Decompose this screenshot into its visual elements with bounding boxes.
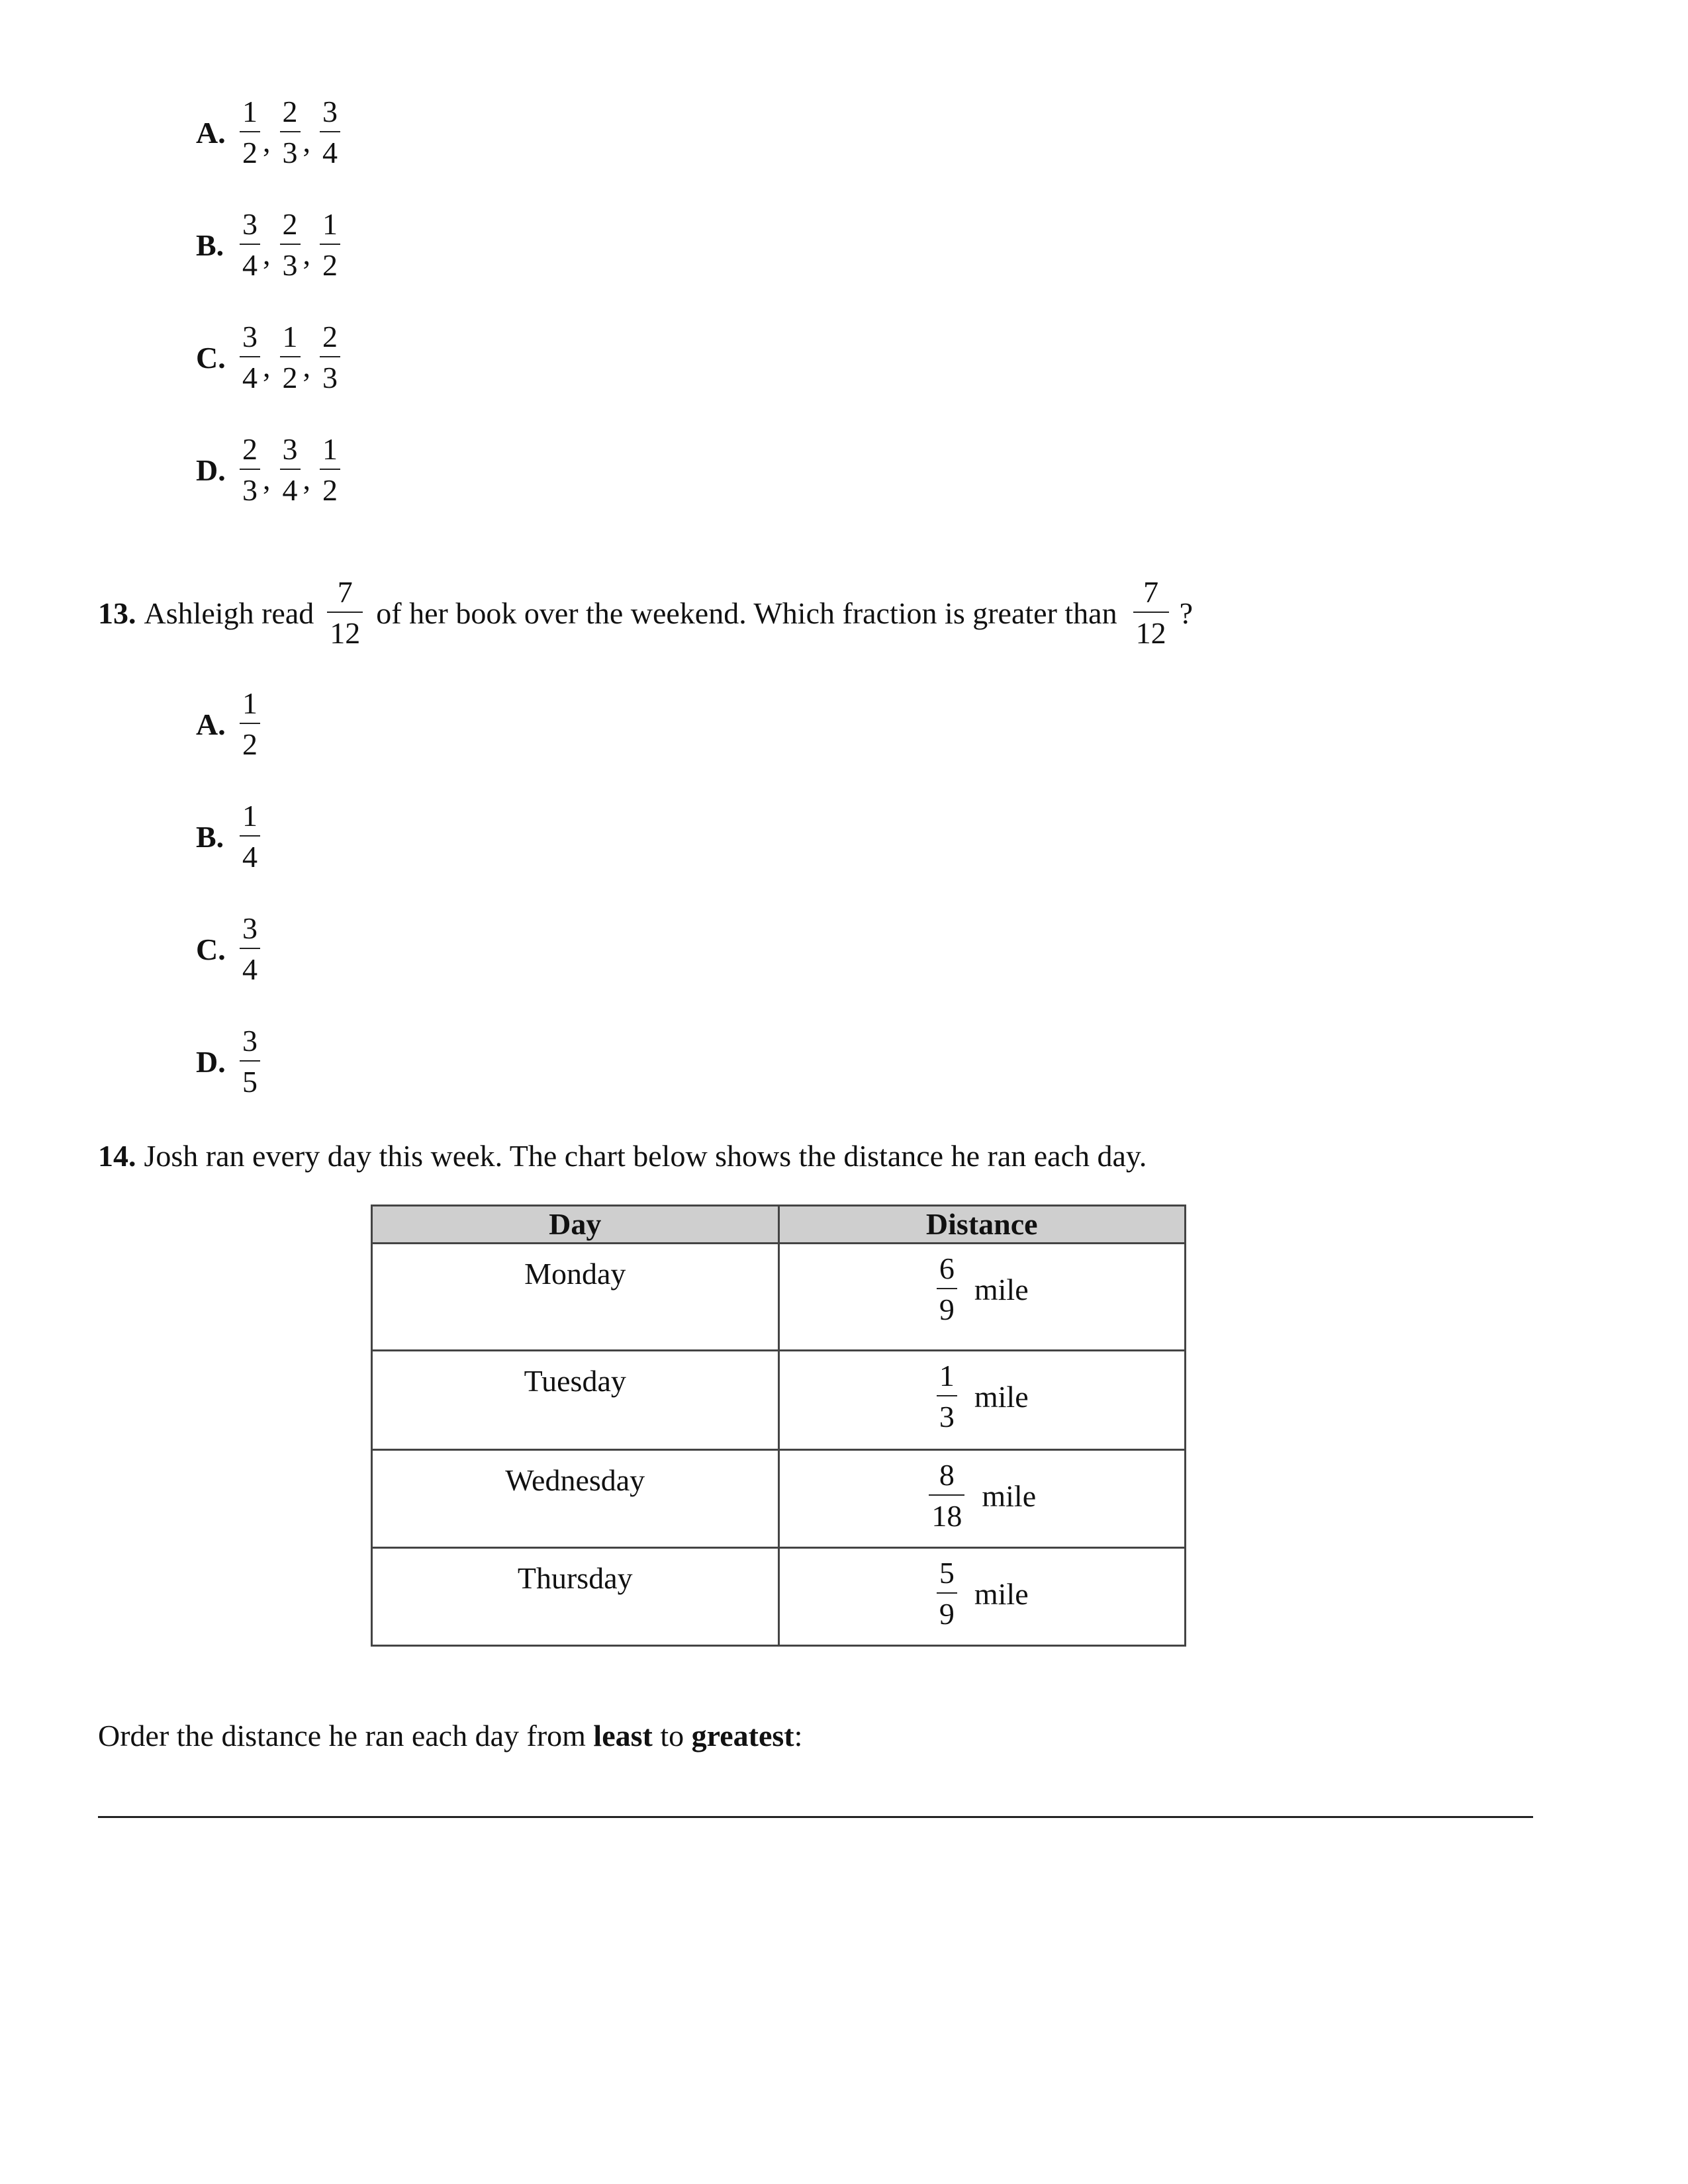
unit-label: mile	[974, 1379, 1029, 1414]
unit-label: mile	[982, 1479, 1037, 1513]
fraction: $\frac{1}{3}$	[937, 1361, 957, 1432]
comma: ,	[303, 124, 310, 158]
distance-cell	[778, 1548, 1186, 1646]
q12-option-a[interactable]	[196, 97, 342, 168]
q12-option-c[interactable]	[196, 322, 342, 393]
fraction: $\frac{2}{3}$	[280, 209, 301, 281]
option-letter: C.	[196, 932, 226, 966]
unit-label: mile	[974, 1272, 1029, 1306]
option-letter: A.	[196, 115, 226, 150]
fraction: $\frac{1}{4}$	[240, 801, 260, 872]
comma: ,	[263, 349, 271, 383]
fraction: $\frac{8}{18}$	[929, 1460, 964, 1531]
distance-cell	[778, 1351, 1186, 1450]
emphasis-least: least	[593, 1719, 653, 1752]
q13-option-d[interactable]	[196, 1026, 261, 1097]
fraction: $\frac{3}{5}$	[240, 1026, 260, 1097]
question-text: of her book over the weekend. Which fraction is greater than	[376, 596, 1117, 630]
question-number: 14.	[98, 1139, 136, 1173]
q13-option-c[interactable]	[196, 913, 261, 985]
question-mark: ?	[1179, 596, 1194, 630]
day-cell: Monday	[372, 1244, 779, 1351]
fraction: $\frac{1}{2}$	[240, 97, 260, 168]
table-header-row	[372, 1206, 1186, 1244]
fraction: $\frac{1}{2}$	[320, 434, 340, 506]
fraction: $\frac{2}{3}$	[320, 322, 340, 393]
table-row	[372, 1450, 1186, 1548]
fraction: $\frac{3}{4}$	[240, 322, 260, 393]
question-text: Josh ran every day this week. The chart below shows the distance he ran each day.	[144, 1139, 1147, 1173]
q12-option-b[interactable]	[196, 209, 342, 281]
fraction: $\frac{1}{2}$	[320, 209, 340, 281]
fraction: $\frac{7}{12}$	[327, 577, 363, 649]
fraction: $\frac{7}{12}$	[1133, 577, 1169, 649]
fraction: $\frac{3}{4}$	[280, 434, 301, 506]
day-cell: Wednesday	[372, 1450, 779, 1548]
fraction: $\frac{5}{9}$	[937, 1558, 957, 1629]
q13-option-a[interactable]	[196, 688, 261, 760]
comma: ,	[303, 349, 310, 383]
table-row	[372, 1351, 1186, 1450]
emphasis-greatest: greatest	[691, 1719, 794, 1752]
comma: ,	[303, 237, 310, 271]
fraction: $\frac{6}{9}$	[937, 1253, 957, 1325]
option-letter: B.	[196, 819, 224, 854]
question-14-stem	[98, 1138, 1147, 1173]
table-row	[372, 1244, 1186, 1351]
unit-label: mile	[974, 1576, 1029, 1611]
fraction: $\frac{2}{3}$	[280, 97, 301, 168]
fraction: $\frac{1}{2}$	[280, 322, 301, 393]
option-letter: C.	[196, 340, 226, 375]
question-text: Ashleigh read	[144, 596, 314, 630]
fraction: $\frac{1}{2}$	[240, 688, 260, 760]
distance-cell	[778, 1244, 1186, 1351]
comma: ,	[263, 124, 271, 158]
answer-line[interactable]	[98, 1816, 1533, 1818]
distance-cell	[778, 1450, 1186, 1548]
table-row	[372, 1548, 1186, 1646]
question-13-stem	[98, 577, 1193, 649]
option-letter: D.	[196, 453, 226, 487]
question-number: 13.	[98, 596, 136, 630]
order-prompt: Order the distance he ran each day from least to greatest:	[98, 1719, 803, 1752]
option-letter: B.	[196, 228, 224, 262]
q12-option-d[interactable]	[196, 434, 342, 506]
comma: ,	[263, 237, 271, 271]
fraction: $\frac{2}{3}$	[240, 434, 260, 506]
comma: ,	[303, 462, 310, 496]
fraction: $\frac{3}{4}$	[240, 209, 260, 281]
fraction: $\frac{3}{4}$	[240, 913, 260, 985]
q13-option-b[interactable]	[196, 801, 261, 872]
header-distance: Distance	[778, 1206, 1186, 1244]
distance-table	[371, 1205, 1186, 1647]
day-cell: Tuesday	[372, 1351, 779, 1450]
comma: ,	[263, 462, 271, 496]
day-cell: Thursday	[372, 1548, 779, 1646]
fraction: $\frac{3}{4}$	[320, 97, 340, 168]
header-day: Day	[372, 1206, 779, 1244]
option-letter: A.	[196, 707, 226, 741]
option-letter: D.	[196, 1044, 226, 1079]
